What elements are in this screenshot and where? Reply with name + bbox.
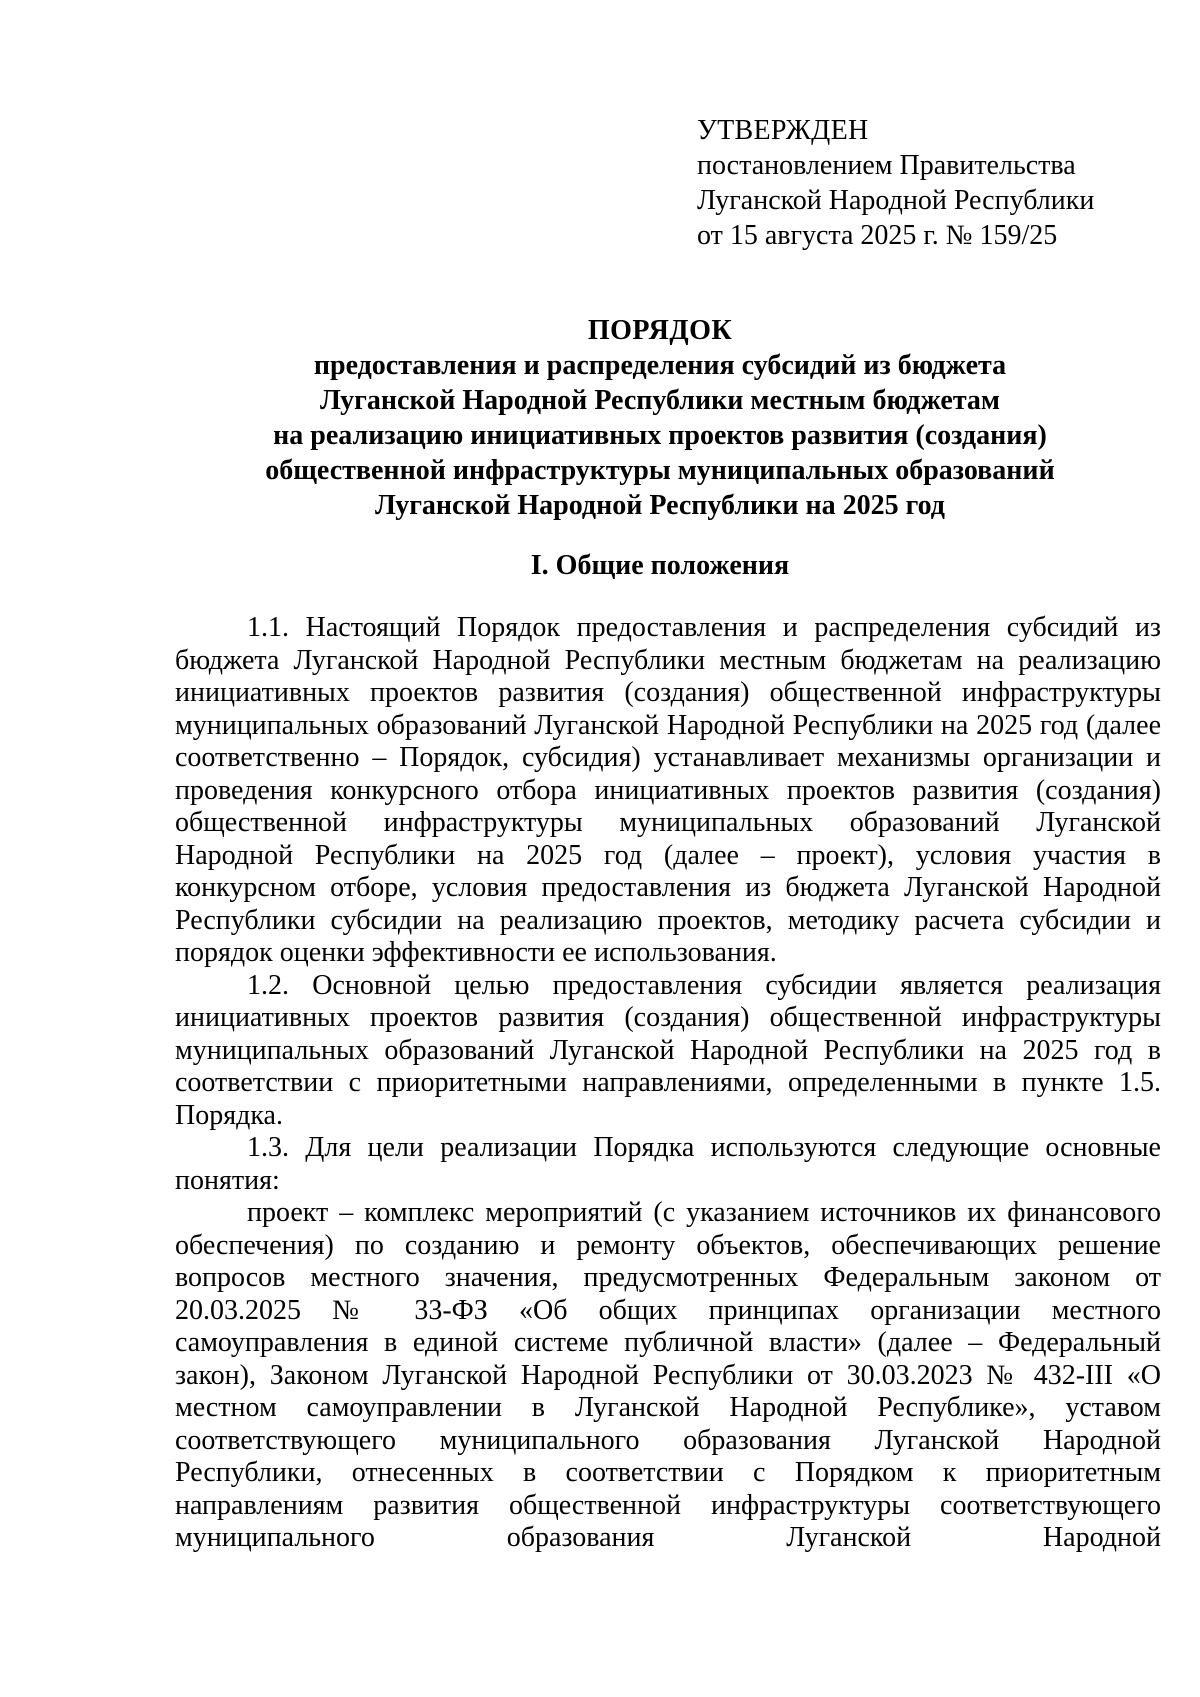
document-body [175, 612, 1161, 1555]
document-subtitle-line: на реализацию инициативных проектов развития (создания) [273, 420, 1047, 451]
paragraph-1-1: 1.1. Настоящий Порядок предоставления и распределения субсидий из бюджета Луганской Народной Республики местным бюджетам на реализацию инициативных проектов развития (создания) общественной инфраструктуры муниципальных образований Луганской Народной Республики на 2025 год (далее соответственно – Порядок, субсидия) устанавливает механизмы организации и проведения конкурсного отбора инициативных проектов развития (создания) общественной инфраструктуры муниципальных образований Луганской Народной Республики на 2025 год (далее – проект), условия участия в конкурсном отборе, условия предоставления из бюджета Луганской Народной Республики субсидии на реализацию проектов, методику расчета субсидии и порядок оценки эффективности ее использования. [175, 612, 1161, 968]
approval-line-2: Луганской Народной Республики [697, 185, 1095, 216]
paragraph-project-definition: проект – комплекс мероприятий (с указанием источников их финансового обеспечения) по созданию и ремонту объектов, обеспечивающих решение вопросов местного значения, предусмотренных Федеральным законом от 20.03.2025 № 33-ФЗ «Об общих принципах организации местного самоуправления в единой системе публичной власти» (далее – Федеральный закон), Законом Луганской Народной Республики от 30.03.2023 № 432-III «О местном самоуправлении в Луганской Народной Республике», уставом соответствующего муниципального образования Луганской Народной Республики, отнесенных в соответствии с Порядком к приоритетным направлениям развития общественной инфраструктуры соответствующего муниципального образования Луганской Народной [175, 1197, 1161, 1553]
approval-line-3: от 15 августа 2025 г. № 159/25 [697, 220, 1058, 251]
document-subtitle-line: Луганской Народной Республики на 2025 год [375, 490, 945, 521]
approval-title: УТВЕРЖДЕН [697, 115, 869, 146]
approval-line-1: постановлением Правительства [697, 150, 1076, 181]
document-subtitle-line: Луганской Народной Республики местным бюджетам [320, 385, 1000, 416]
document-subtitle-line: предоставления и распределения субсидий из бюджета [313, 350, 1007, 381]
paragraph-1-2: 1.2. Основной целью предоставления субсидии является реализация инициативных проектов развития (создания) общественной инфраструктуры муниципальных образований Луганской Народной Республики на 2025 год в соответствии с приоритетными направлениями, определенными в пункте 1.5. Порядка. [175, 969, 1161, 1131]
document-subtitle-line: общественной инфраструктуры муниципальных образований [265, 455, 1055, 486]
document-title-block [160, 313, 1160, 523]
paragraph-1-3: 1.3. Для цели реализации Порядка используются следующие основные понятия: [175, 1132, 1161, 1196]
section-heading: I. Общие положения [530, 550, 790, 581]
document-title: ПОРЯДОК [587, 315, 733, 346]
approval-stamp [697, 113, 1094, 253]
